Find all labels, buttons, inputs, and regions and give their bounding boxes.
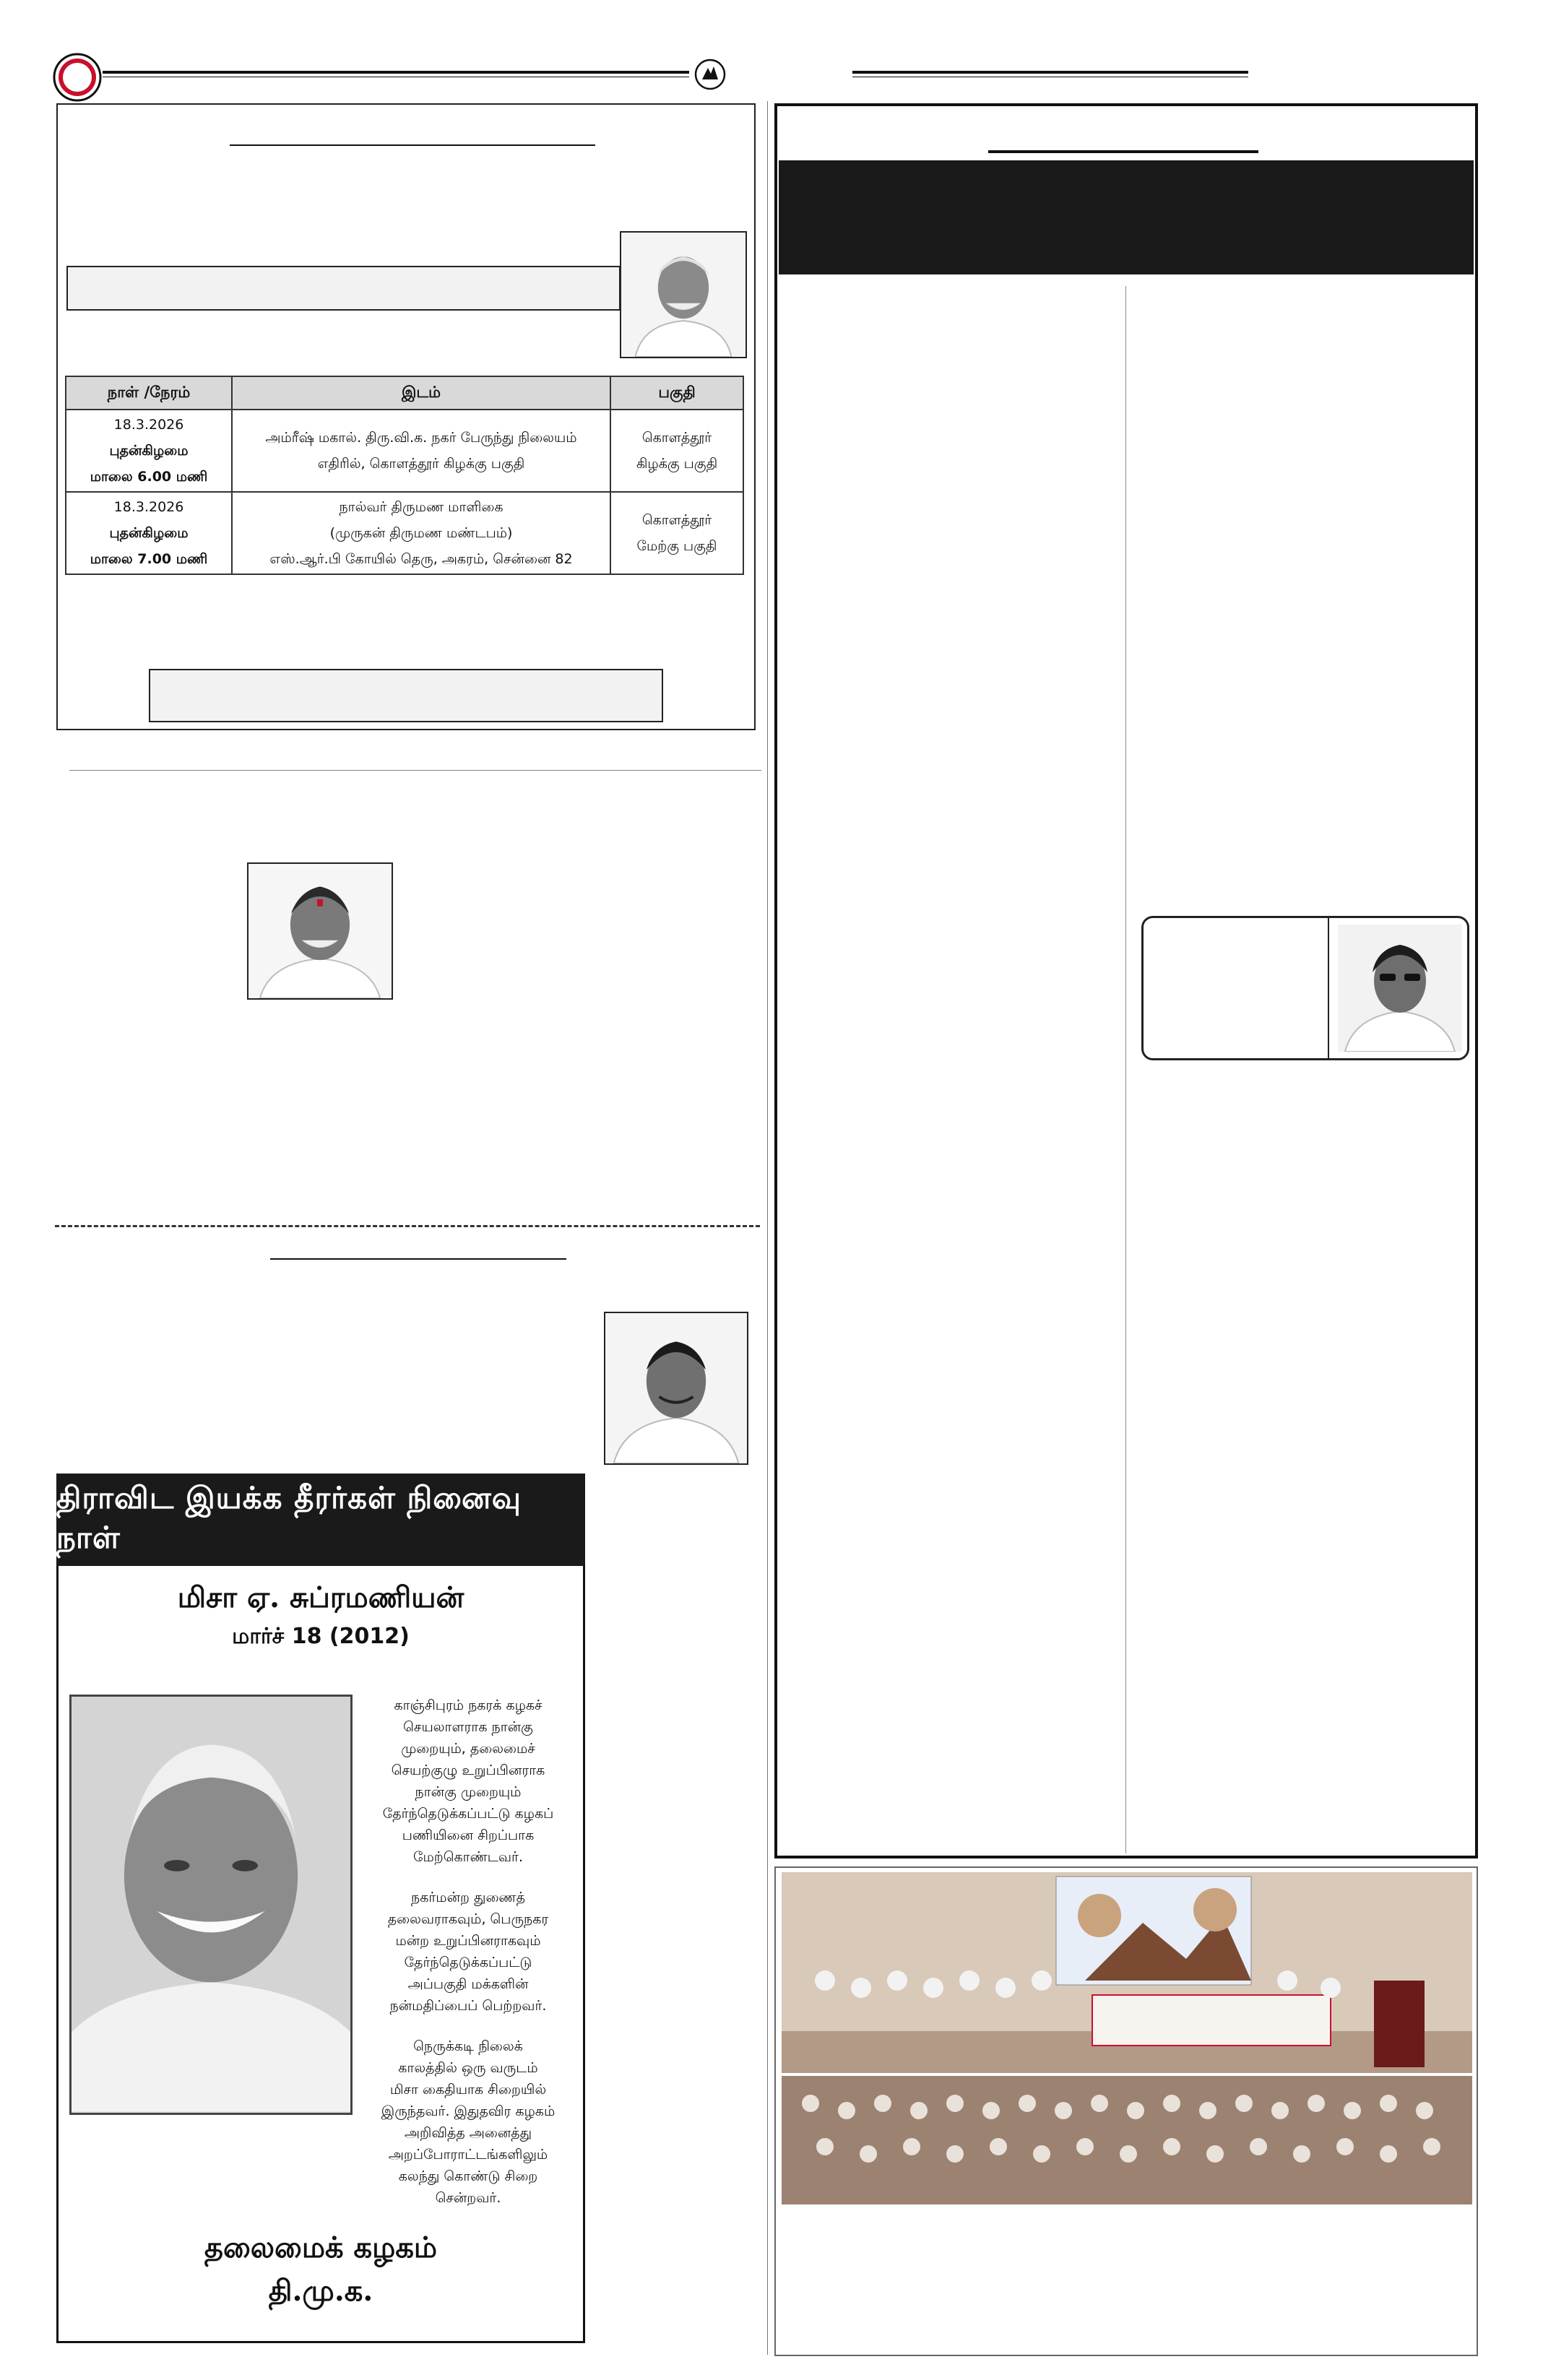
leader-photo-middle bbox=[247, 862, 393, 1000]
day-text: புதன்கிழமை bbox=[109, 443, 189, 459]
area-cell bbox=[610, 410, 743, 492]
time-text: மாலை 6.00 மணி bbox=[90, 469, 208, 485]
bio-line: செயலாளராக நான்கு bbox=[403, 1719, 533, 1735]
col-header-date: நாள் /நேரம் bbox=[66, 376, 232, 410]
place-cell bbox=[232, 492, 610, 574]
notice-subtitle-bar bbox=[66, 266, 621, 311]
leader-photo-lower bbox=[604, 1312, 748, 1465]
table-row bbox=[66, 492, 743, 574]
table-row bbox=[66, 410, 743, 492]
place-line: நால்வர் திருமண மாளிகை bbox=[339, 499, 503, 515]
bio-line: நான்கு முறையும் bbox=[415, 1784, 522, 1800]
right-article-title-rule bbox=[988, 150, 1258, 153]
date-cell bbox=[66, 492, 232, 574]
inset-box-divider bbox=[1328, 917, 1329, 1059]
bio-line: அறப்போராட்டங்களிலும் bbox=[388, 2147, 548, 2163]
right-article-headline-band bbox=[779, 160, 1474, 274]
date-text: 18.3.2026 bbox=[113, 417, 184, 433]
leader-photo-top bbox=[620, 231, 747, 358]
bio-line: தேர்ந்தெடுக்கப்பட்டு bbox=[404, 1955, 532, 1970]
place-cell bbox=[232, 410, 610, 492]
col-header-place: இடம் bbox=[232, 376, 610, 410]
place-line: எஸ்.ஆர்.பி கோயில் தெரு, அகரம், சென்னை 82 bbox=[269, 551, 573, 567]
notice-title-rule bbox=[230, 144, 595, 146]
place-line: அம்ரீஷ் மகால். திரு.வி.க. நகர் பேருந்து நிலையம் bbox=[265, 430, 577, 446]
memorial-date: மார்ச் 18 (2012) bbox=[232, 1624, 410, 1649]
memorial-bio bbox=[358, 1695, 578, 2228]
date-text: 18.3.2026 bbox=[113, 499, 184, 515]
bio-line: மேற்கொண்டவர். bbox=[412, 1849, 524, 1865]
area-cell bbox=[610, 492, 743, 574]
area-line: மேற்கு பகுதி bbox=[636, 538, 717, 554]
bio-line: அறிவித்த அனைத்து bbox=[404, 2125, 532, 2141]
section-dashed-divider bbox=[55, 1225, 760, 1227]
lower-article-title-rule bbox=[270, 1258, 566, 1260]
memorial-footer-party: தி.மு.க. bbox=[268, 2274, 373, 2308]
bio-line: செயற்குழு உறுப்பினராக bbox=[391, 1762, 545, 1778]
right-article-column-rule bbox=[1125, 286, 1126, 1853]
column-divider bbox=[767, 101, 768, 2355]
place-line: (முருகன் திருமண மண்டபம்) bbox=[329, 525, 513, 541]
place-line: எதிரில், கொளத்தூர் கிழக்கு பகுதி bbox=[317, 456, 525, 472]
bio-line: தேர்ந்தெடுக்கப்பட்டு கழகப் bbox=[382, 1806, 554, 1822]
article-divider bbox=[69, 770, 761, 771]
bio-line: கலந்து கொண்டு சிறை bbox=[398, 2168, 538, 2184]
col-header-area: பகுதி bbox=[610, 376, 743, 410]
bio-line: முறையும், தலைமைச் bbox=[401, 1741, 535, 1757]
date-cell bbox=[66, 410, 232, 492]
area-line: கொளத்தூர் bbox=[641, 512, 712, 528]
party-symbol-icon bbox=[693, 58, 727, 91]
bio-line: பணியினை சிறப்பாக bbox=[402, 1827, 535, 1843]
memorial-banner-text: திராவிட இயக்க தீரர்கள் நினைவு நாள் bbox=[56, 1480, 522, 1555]
meeting-schedule-table bbox=[65, 376, 744, 575]
bio-line: இருந்தவர். இதுதவிர கழகம் bbox=[381, 2103, 556, 2119]
bio-line: நன்மதிப்பைப் பெற்றவர். bbox=[389, 1998, 547, 2014]
bio-line: நெருக்கடி நிலைக் bbox=[413, 2038, 523, 2054]
header-rule-left bbox=[103, 71, 689, 74]
notice-footer-bar bbox=[149, 669, 663, 722]
memorial-banner bbox=[56, 1474, 585, 1566]
table-header-row bbox=[66, 376, 743, 410]
bio-line: நகர்மன்ற துணைத் bbox=[411, 1890, 525, 1905]
memorial-portrait bbox=[69, 1695, 353, 2115]
memorial-bio-para-1 bbox=[358, 1695, 578, 1868]
header-rule-right bbox=[852, 71, 1248, 74]
area-line: கொளத்தூர் bbox=[641, 430, 712, 446]
area-line: கிழக்கு பகுதி bbox=[636, 456, 718, 472]
event-photo bbox=[782, 1872, 1472, 2204]
bio-line: மிசா கைதியாக சிறையில் bbox=[389, 2082, 547, 2098]
memorial-bio-para-2 bbox=[358, 1887, 578, 2017]
page-logo-icon bbox=[52, 52, 103, 103]
memorial-footer-org: தலைமைக் கழகம் bbox=[204, 2230, 438, 2264]
bio-line: சென்றவர். bbox=[435, 2190, 501, 2206]
time-text: மாலை 7.00 மணி bbox=[90, 551, 208, 567]
bio-line: மன்ற உறுப்பினராகவும் bbox=[395, 1933, 541, 1949]
memorial-bio-para-3 bbox=[358, 2035, 578, 2209]
memorial-name: மிசா ஏ. சுப்ரமணியன் bbox=[177, 1580, 464, 1614]
bio-line: தலைவராகவும், பெருநகர bbox=[387, 1911, 549, 1927]
bio-line: காஞ்சிபுரம் நகரக் கழகச் bbox=[394, 1697, 543, 1713]
day-text: புதன்கிழமை bbox=[109, 525, 189, 541]
inset-leader-photo bbox=[1338, 925, 1462, 1052]
bio-line: அப்பகுதி மக்களின் bbox=[407, 1976, 529, 1992]
bio-line: காலத்தில் ஒரு வருடம் bbox=[398, 2060, 538, 2076]
